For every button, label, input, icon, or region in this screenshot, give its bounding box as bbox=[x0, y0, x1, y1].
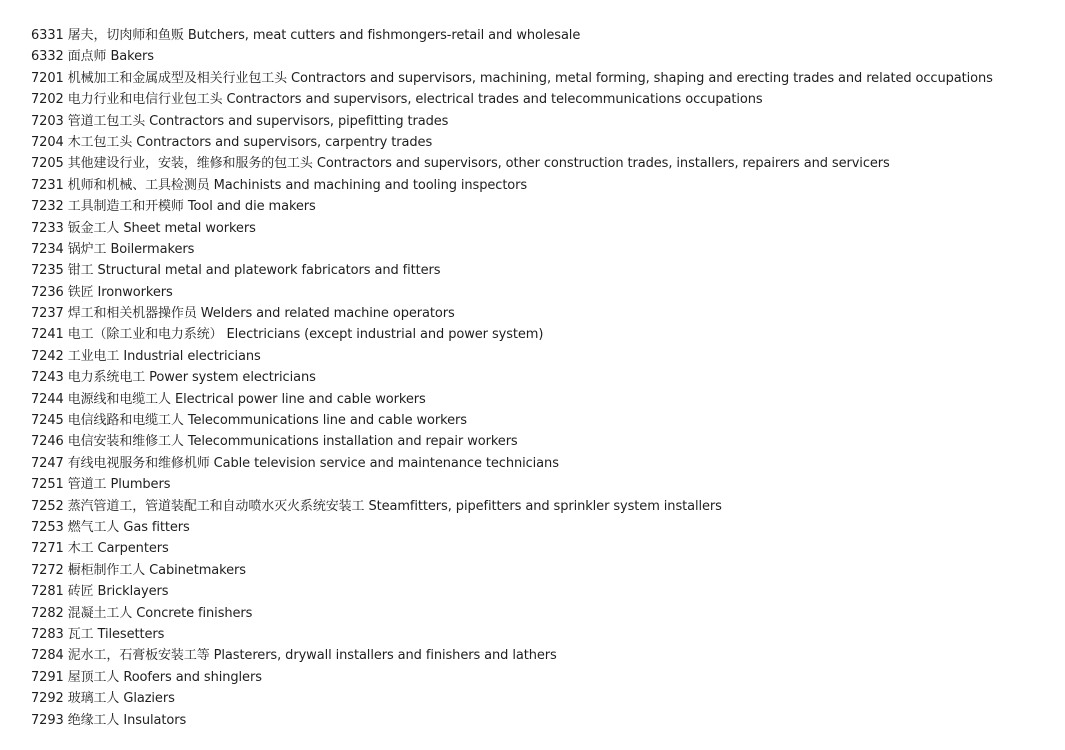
occupation-list bbox=[31, 25, 1056, 731]
occupation-item: 7283 瓦工 Tilesetters bbox=[31, 626, 165, 642]
occupation-item: 7281 砖匠 Bricklayers bbox=[31, 584, 169, 600]
occupation-item: 7231 机师和机械、工具检测员 Machinists and machining and tooling inspectors bbox=[31, 177, 528, 193]
occupation-item: 7201 机械加工和金属成型及相关行业包工头 Contractors and supervisors, machining, metal forming, shaping and erecting trades and related occupations bbox=[31, 70, 993, 86]
occupation-item: 7271 木工 Carpenters bbox=[31, 541, 169, 557]
occupation-item: 7205 其他建设行业，安装，维修和服务的包工头 Contractors and supervisors, other construction trades, installers, repairers and servicers bbox=[31, 156, 890, 172]
occupation-item: 7246 电信安装和维修工人 Telecommunications installation and repair workers bbox=[31, 434, 518, 450]
occupation-item: 7247 有线电视服务和维修机师 Cable television service and maintenance technicians bbox=[31, 455, 559, 471]
occupation-item: 6332 面点师 Bakers bbox=[31, 49, 154, 65]
occupation-item: 7241 电工（除工业和电力系统） Electricians (except industrial and power system) bbox=[31, 327, 544, 343]
occupation-item: 7242 工业电工 Industrial electricians bbox=[31, 348, 261, 364]
occupation-item: 7251 管道工 Plumbers bbox=[31, 477, 171, 493]
occupation-item: 7243 电力系统电工 Power system electricians bbox=[31, 370, 316, 386]
occupation-item: 7253 燃气工人 Gas fitters bbox=[31, 519, 190, 535]
occupation-item: 7245 电信线路和电缆工人 Telecommunications line and cable workers bbox=[31, 413, 467, 429]
occupation-item: 7282 混凝土工人 Concrete finishers bbox=[31, 605, 253, 621]
occupation-item: 7244 电源线和电缆工人 Electrical power line and cable workers bbox=[31, 391, 426, 407]
occupation-item: 7235 钳工 Structural metal and platework fabricators and fitters bbox=[31, 263, 441, 279]
occupation-item: 7233 钣金工人 Sheet metal workers bbox=[31, 220, 256, 236]
occupation-item: 7202 电力行业和电信行业包工头 Contractors and supervisors, electrical trades and telecommunications occupations bbox=[31, 92, 763, 108]
occupation-item: 7293 绝缘工人 Insulators bbox=[31, 712, 187, 728]
occupation-item: 7203 管道工包工头 Contractors and supervisors, pipefitting trades bbox=[31, 113, 449, 129]
occupation-item: 7284 泥水工，石膏板安装工等 Plasterers, drywall installers and finishers and lathers bbox=[31, 648, 557, 664]
occupation-item: 6331 屠夫，切肉师和鱼贩 Butchers, meat cutters and fishmongers-retail and wholesale bbox=[31, 28, 581, 43]
occupation-item: 7252 蒸汽管道工，管道装配工和自动喷水灭火系统安装工 Steamfitters, pipefitters and sprinkler system installers bbox=[31, 498, 722, 514]
occupation-item: 7291 屋顶工人 Roofers and shinglers bbox=[31, 669, 262, 685]
occupation-item: 7237 焊工和相关机器操作员 Welders and related machine operators bbox=[31, 306, 455, 322]
occupation-item: 7232 工具制造工和开模师 Tool and die makers bbox=[31, 199, 316, 215]
occupation-item: 7272 橱柜制作工人 Cabinetmakers bbox=[31, 562, 246, 578]
occupation-item: 7236 铁匠 Ironworkers bbox=[31, 284, 173, 300]
occupation-item: 7204 木工包工头 Contractors and supervisors, carpentry trades bbox=[31, 134, 433, 150]
occupation-item: 7234 锅炉工 Boilermakers bbox=[31, 241, 195, 257]
occupation-item: 7292 玻璃工人 Glaziers bbox=[31, 691, 175, 707]
